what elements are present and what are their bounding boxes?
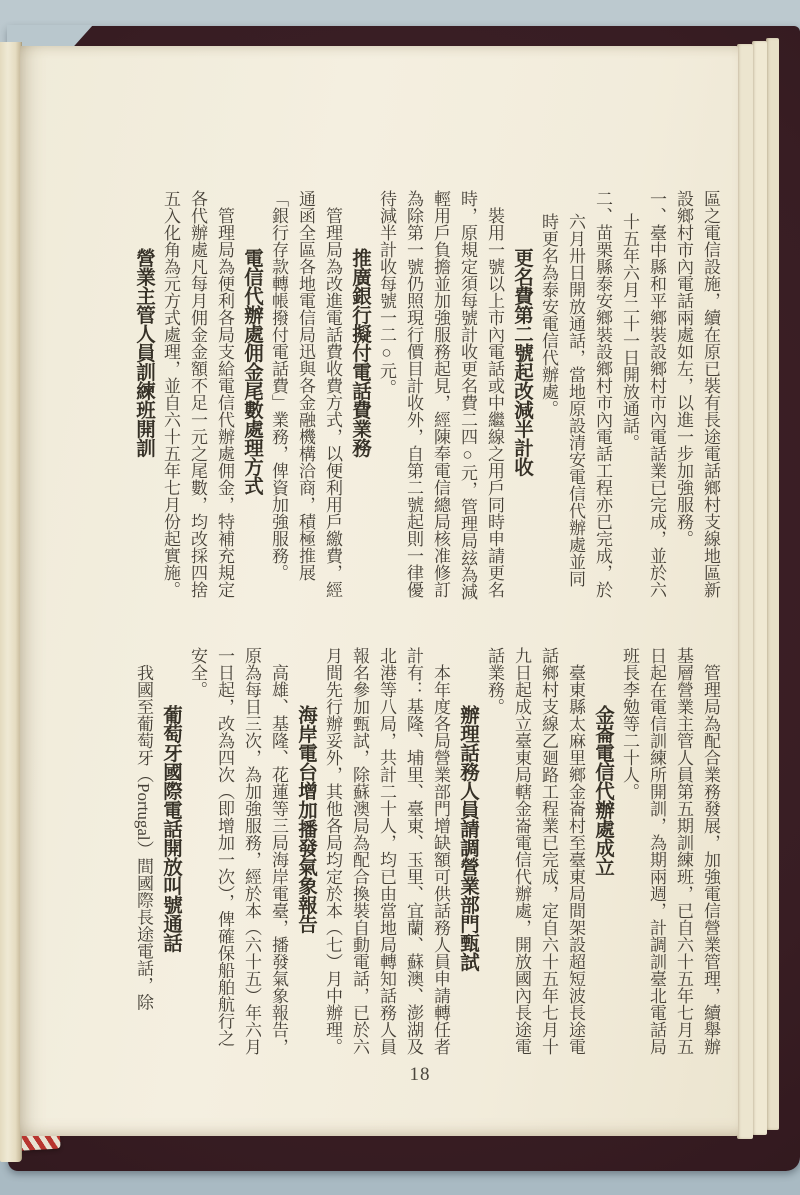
article-paragraph: 本年度各局營業部門增缺額可供話務人員申請轉任者計有：基隆、埔里、臺東、玉里、宜蘭、蘇澳、澎湖及北港等八局，共計二十人，均已由當地局轉知話務人員報名參加甄試，除蘇澳局為配合換裝自動電話，已於六月間先行辦妥外，其他各局均定於本（七）月中辦理。	[323, 647, 450, 1055]
article-section-coastal-weather-broadcast	[184, 647, 319, 1059]
article-heading: 更名費第二號起改減半計收	[511, 248, 532, 476]
article-paragraph: 管理局為配合業務發展，加強電信營業管理，續舉辦基層營業主管人員第五期訓練班，已自六十五年七月五日起在電信訓練所開訓，為期兩週，計調訓臺北電話局班長李勉等二十人。	[620, 647, 720, 1055]
article-heading: 辦理話務人員請調營業部門甄試	[457, 705, 478, 971]
article-paragraph: 我國至葡萄牙（Portugal）間國際長途電話，除	[134, 664, 153, 1011]
article-paragraph: 管理局為便利各局支給電信代辦處佣金，特補充規定各代辦處凡每月佣金金額不足一元之尾數，均改採四捨五入化角為元方式處理，並自六十五年七月份起實施。	[161, 190, 234, 598]
article-section-operator-transfer-exam	[319, 647, 481, 1059]
article-section-commission-rounding	[157, 190, 265, 602]
page-number: 18	[409, 1064, 431, 1085]
article-section-renaming-fee	[373, 190, 535, 602]
article-heading: 葡萄牙國際電話開放叫號通話	[160, 705, 181, 952]
article-heading: 推廣銀行擬付電話費業務	[349, 248, 370, 457]
article-list-item: 一、臺中縣和平鄉裝設鄉村市內電話業已完成，並於六十五年六月二十一日開放通話。	[620, 190, 666, 598]
article-section-bank-payment	[265, 190, 373, 602]
article-paragraph: 臺東縣太麻里鄉金崙村至臺東局間架設超短波長途電話鄉村支線乙廻路工程業已完成，定自六十五年七月十九日起成立臺東局轄金崙電信代辦處，開放國內長途電話業務。	[485, 647, 585, 1055]
article-section-training-class-body	[616, 647, 724, 1059]
article-paragraph: 高雄、基隆、花蓮等三局海岸電臺，播發氣象報告，原為每日三次，為加強服務，經於本（六十五）年六月一日起，改為四次（即增加一次），俾確保船舶航行之安全。	[188, 647, 288, 1055]
book-page	[20, 46, 738, 1136]
article-heading: 海岸電台增加播發氣象報告	[295, 705, 316, 933]
article-heading: 營業主管人員訓練班開訓	[133, 248, 154, 457]
article-paragraph: 管理局為改進電話費收費方式，以便利用戶繳費，經通函全區各地電信局迅與各金融機構洽商，積極推展「銀行存款轉帳撥付電話費」業務，俾資加強服務。	[269, 190, 342, 598]
article-list-item: 二、苗栗縣泰安鄉裝設鄉村市內電話工程亦已完成，於六月卅日開放通話，當地原設清安電信代辦處並同時更名為泰安電信代辦處。	[539, 190, 612, 598]
page-edge-stack	[752, 41, 767, 1135]
article-heading: 金崙電信代辦處成立	[592, 705, 613, 876]
bottom-text-block	[130, 647, 724, 1059]
top-text-block	[130, 190, 724, 602]
article-section-jinlun-agency	[481, 647, 616, 1059]
page-edge-stack	[766, 38, 779, 1130]
article-paragraph: 裝用一號以上市內電話或中繼線之用戶同時申請更名時，原規定須每號計收更名費二四○元，管理局玆為減輕用戶負擔並加強服務起見，經陳奉電信總局核准修訂為除第一號仍照現行價目計收外，自第二號起則一律優待減半計收每號一二○元。	[377, 190, 504, 600]
article-section-rural-phones	[535, 190, 724, 602]
page-edge-stack	[737, 44, 753, 1139]
article-section-training-class	[130, 190, 157, 602]
left-page-edge	[0, 42, 22, 1162]
article-paragraph: 區之電信設施，續在原已裝有長途電話鄉村支線地區新設鄉村市內電話兩處如左，以進一步加強服務。	[674, 190, 720, 598]
article-section-portugal-calls	[130, 647, 184, 1059]
article-heading: 電信代辦處佣金尾數處理方式	[241, 248, 262, 495]
